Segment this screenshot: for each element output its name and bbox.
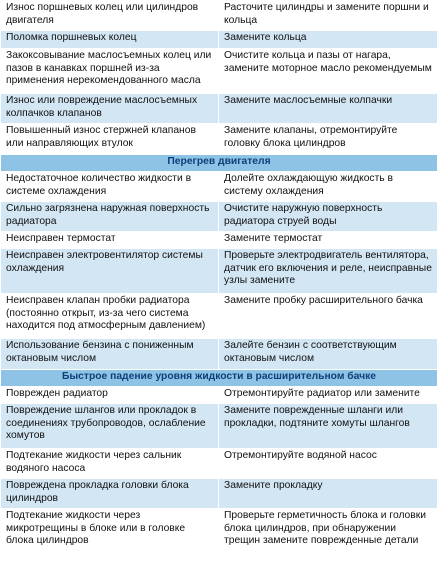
cause-cell: Повреждение шлангов или прокладок в соединениях трубопроводов, ослабление хомутов <box>1 404 219 449</box>
remedy-cell: Проверьте электродвигатель вентилятора, датчик его включения и реле, неисправные узлы замените <box>219 249 437 294</box>
table-row <box>1 1 437 31</box>
remedy-cell: Расточите цилиндры и замените поршни и кольца <box>219 1 437 31</box>
table-row <box>1 94 437 124</box>
table-row <box>1 479 437 509</box>
remedy-cell: Замените прокладку <box>219 479 437 509</box>
cause-cell: Недостаточное количество жидкости в системе охлаждения <box>1 172 219 202</box>
remedy-cell: Замените поврежденные шланги или прокладки, подтяните хомуты шлангов <box>219 404 437 449</box>
table-row <box>1 232 437 249</box>
remedy-cell: Проверьте герметичность блока и головки блока цилиндров, при обнаружении трещин замените поврежденные детали <box>219 509 437 555</box>
cause-cell: Использование бензина с пониженным октановым числом <box>1 339 219 370</box>
table-row <box>1 49 437 94</box>
table-row <box>1 339 437 370</box>
cause-cell: Поврежден радиатор <box>1 387 219 404</box>
table-row <box>1 31 437 49</box>
cause-cell: Повреждена прокладка головки блока цилиндров <box>1 479 219 509</box>
table-row <box>1 449 437 479</box>
cause-cell: Износ или повреждение маслосъемных колпачков клапанов <box>1 94 219 124</box>
cause-cell: Подтекание жидкости через сальник водяного насоса <box>1 449 219 479</box>
cause-cell: Неисправен термостат <box>1 232 219 249</box>
section-title: Перегрев двигателя <box>1 155 437 172</box>
cause-cell: Сильно загрязнена наружная поверхность радиатора <box>1 202 219 232</box>
remedy-cell: Очистите кольца и пазы от нагара, замените моторное масло рекомендуемым <box>219 49 437 94</box>
cause-cell: Поломка поршневых колец <box>1 31 219 49</box>
cause-cell: Износ поршневых колец или цилиндров двигателя <box>1 1 219 31</box>
remedy-cell: Замените пробку расширительного бачка <box>219 294 437 339</box>
table-row <box>1 249 437 294</box>
cause-cell: Неисправен клапан пробки радиатора (постоянно открыт, из-за чего система находится под атмосферным давлением) <box>1 294 219 339</box>
remedy-cell: Замените маслосъемные колпачки <box>219 94 437 124</box>
table-row <box>1 387 437 404</box>
cause-cell: Закоксовывание маслосъемных колец или пазов в канавках поршней из-за применения нерекомендованного масла <box>1 49 219 94</box>
table-row <box>1 124 437 155</box>
table-row <box>1 509 437 555</box>
remedy-cell: Замените термостат <box>219 232 437 249</box>
remedy-cell: Замените клапаны, отремонтируйте головку блока цилиндров <box>219 124 437 155</box>
remedy-cell: Замените кольца <box>219 31 437 49</box>
remedy-cell: Отремонтируйте водяной насос <box>219 449 437 479</box>
table-row <box>1 294 437 339</box>
table-row <box>1 172 437 202</box>
table-row <box>1 202 437 232</box>
section-title: Быстрое падение уровня жидкости в расширительном бачке <box>1 370 437 387</box>
section-header-row <box>1 370 437 387</box>
table-row <box>1 404 437 449</box>
section-header-row <box>1 155 437 172</box>
remedy-cell: Отремонтируйте радиатор или замените <box>219 387 437 404</box>
cause-cell: Неисправен электровентилятор системы охлаждения <box>1 249 219 294</box>
cause-cell: Подтекание жидкости через микротрещины в блоке или в головке блока цилиндров <box>1 509 219 555</box>
remedy-cell: Очистите наружную поверхность радиатора струей воды <box>219 202 437 232</box>
cause-cell: Повышенный износ стержней клапанов или направляющих втулок <box>1 124 219 155</box>
remedy-cell: Залейте бензин с соответствующим октановым числом <box>219 339 437 370</box>
remedy-cell: Долейте охлаждающую жидкость в систему охлаждения <box>219 172 437 202</box>
